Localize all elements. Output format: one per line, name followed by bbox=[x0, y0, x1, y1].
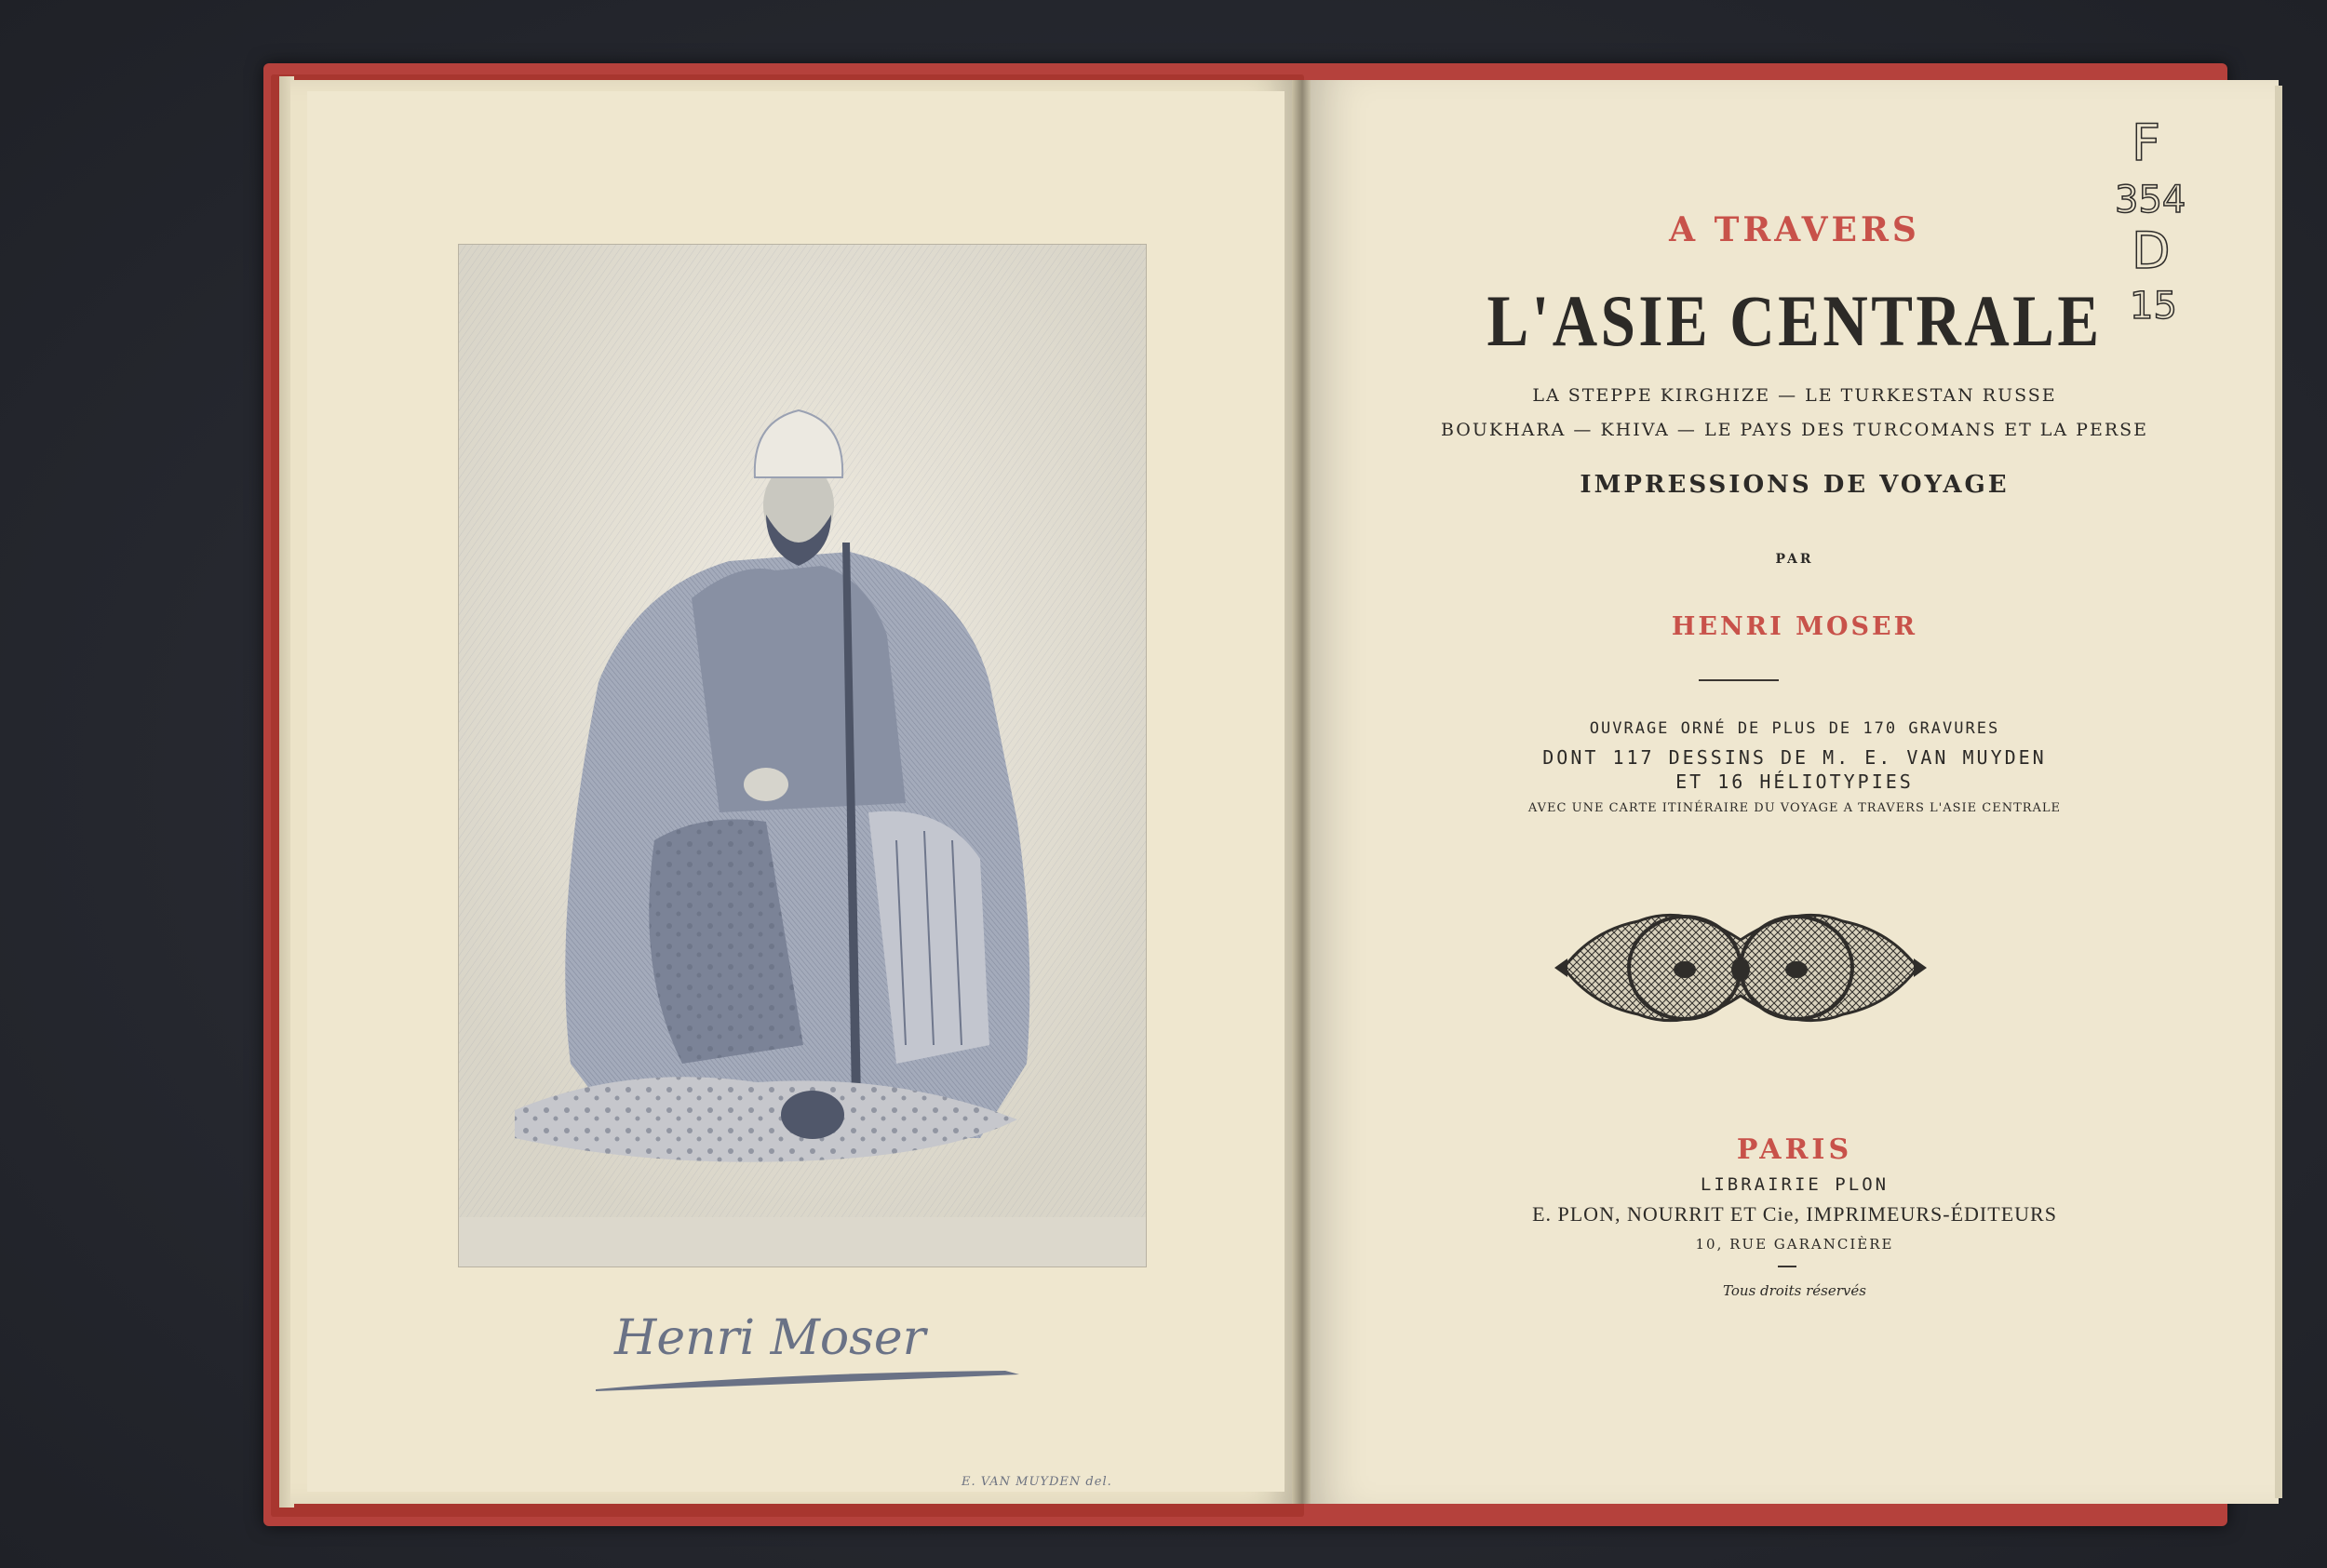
illustrations-line-3: ET 16 HÉLIOTYPIES bbox=[1675, 771, 1914, 793]
portrait-engraving-image bbox=[459, 245, 1146, 1266]
book-gutter bbox=[1292, 80, 1312, 1504]
genre-line: IMPRESSIONS DE VOYAGE bbox=[1580, 471, 2010, 499]
buckle-ornament bbox=[1554, 884, 1927, 1061]
illustrations-line-2: DONT 117 DESSINS DE M. E. VAN MUYDEN bbox=[1542, 746, 2047, 769]
shelfmark-line2: 354 bbox=[2115, 179, 2186, 221]
rights-notice: Tous droits réservés bbox=[1723, 1282, 1866, 1299]
imprint-city: PARIS bbox=[1736, 1133, 1853, 1166]
engraver-credit: E. VAN MUYDEN del. bbox=[962, 1475, 1112, 1489]
imprint-rule bbox=[1778, 1266, 1796, 1267]
signature-text: Henri Moser bbox=[614, 1310, 926, 1366]
imprint-publisher: LIBRAIRIE PLON bbox=[1700, 1174, 1890, 1195]
subtitle-line-2: BOUKHARA — KHIVA — LE PAYS DES TURCOMANS ET LA PERSE bbox=[1440, 420, 2149, 440]
imprint-address: 10, RUE GARANCIÈRE bbox=[1695, 1236, 1894, 1253]
by-line: PAR bbox=[1775, 552, 1814, 567]
author-name: HENRI MOSER bbox=[1671, 612, 1918, 641]
illustrations-line-1: OUVRAGE ORNÉ DE PLUS DE 170 GRAVURES bbox=[1589, 719, 2000, 738]
book-title: L'ASIE CENTRALE bbox=[1486, 280, 2103, 361]
author-signature bbox=[596, 1298, 1042, 1400]
shelfmark-line1: F bbox=[2132, 114, 2161, 172]
shelfmark-line3: D bbox=[2132, 221, 2171, 280]
imprint-printers: E. PLON, NOURRIT ET Cie, IMPRIMEURS-ÉDITEURS bbox=[1532, 1202, 2057, 1226]
divider-rule bbox=[1699, 679, 1779, 681]
pre-title: A TRAVERS bbox=[1669, 210, 1920, 249]
subtitle-line-1: LA STEPPE KIRGHIZE — LE TURKESTAN RUSSE bbox=[1532, 385, 2057, 406]
illustrations-line-4: AVEC UNE CARTE ITINÉRAIRE DU VOYAGE A TRAVERS L'ASIE CENTRALE bbox=[1527, 801, 2062, 815]
shelfmark-line4: 15 bbox=[2130, 285, 2177, 328]
